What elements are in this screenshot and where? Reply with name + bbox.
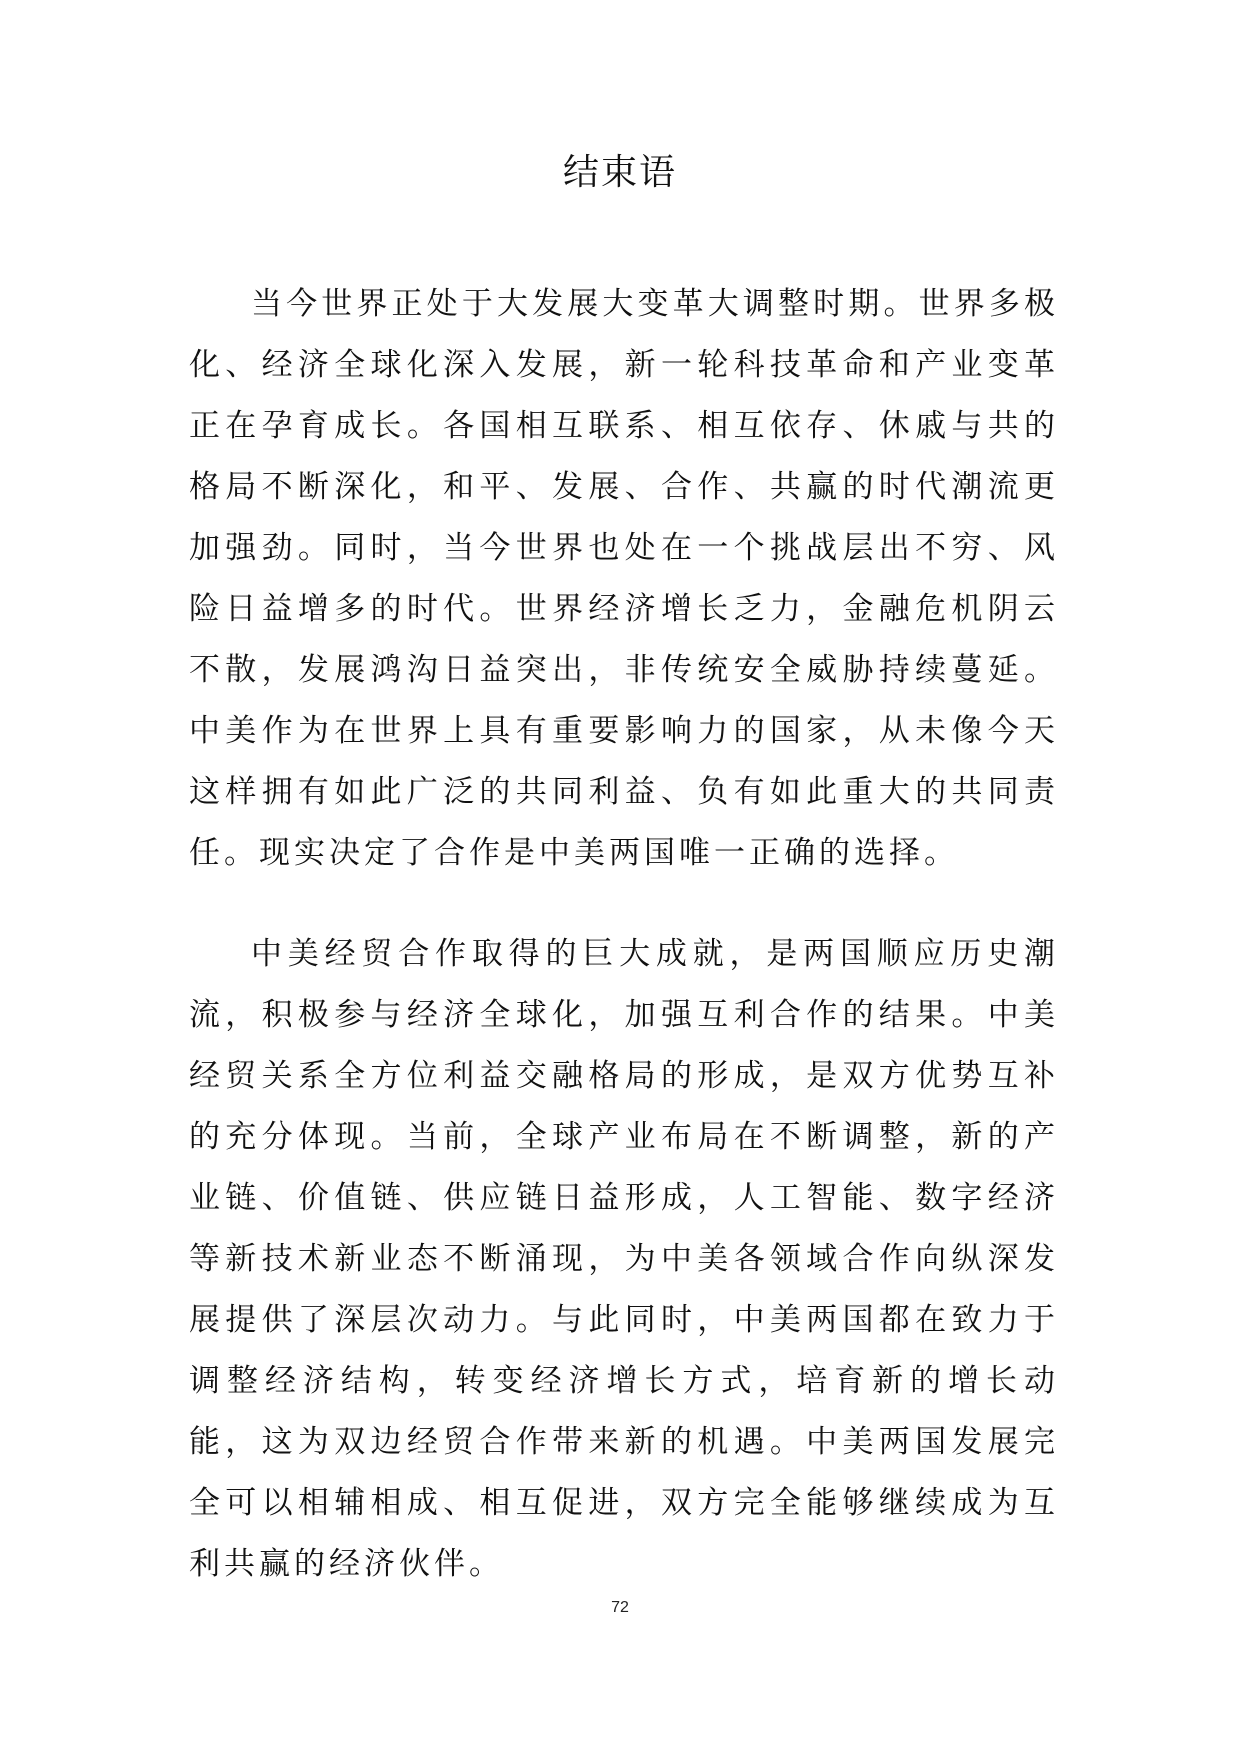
page-number: 72 — [611, 1599, 629, 1616]
paragraph-1: 当今世界正处于大发展大变革大调整时期。世界多极化、经济全球化深入发展，新一轮科技革命和产业变革正在孕育成长。各国相互联系、相互依存、休戚与共的格局不断深化，和平、发展、合作、共赢的时代潮流更加强劲。同时，当今世界也处在一个挑战层出不穷、风险日益增多的时代。世界经济增长乏力，金融危机阴云不散，发展鸿沟日益突出，非传统安全威胁持续蔓延。中美作为在世界上具有重要影响力的国家，从未像今天这样拥有如此广泛的共同利益、负有如此重大的共同责任。现实决定了合作是中美两国唯一正确的选择。 — [189, 286, 1059, 871]
paragraph-2: 中美经贸合作取得的巨大成就，是两国顺应历史潮流，积极参与经济全球化，加强互利合作的结果。中美经贸关系全方位利益交融格局的形成，是双方优势互补的充分体现。当前，全球产业布局在不断调整，新的产业链、价值链、供应链日益形成，人工智能、数字经济等新技术新业态不断涌现，为中美各领域合作向纵深发展提供了深层次动力。与此同时，中美两国都在致力于调整经济结构，转变经济增长方式，培育新的增长动能，这为双边经贸合作带来新的机遇。中美两国发展完全可以相辅相成、相互促进，双方完全能够继续成为互利共赢的经济伙伴。 — [189, 936, 1059, 1582]
page-title: 结束语 — [562, 152, 677, 193]
